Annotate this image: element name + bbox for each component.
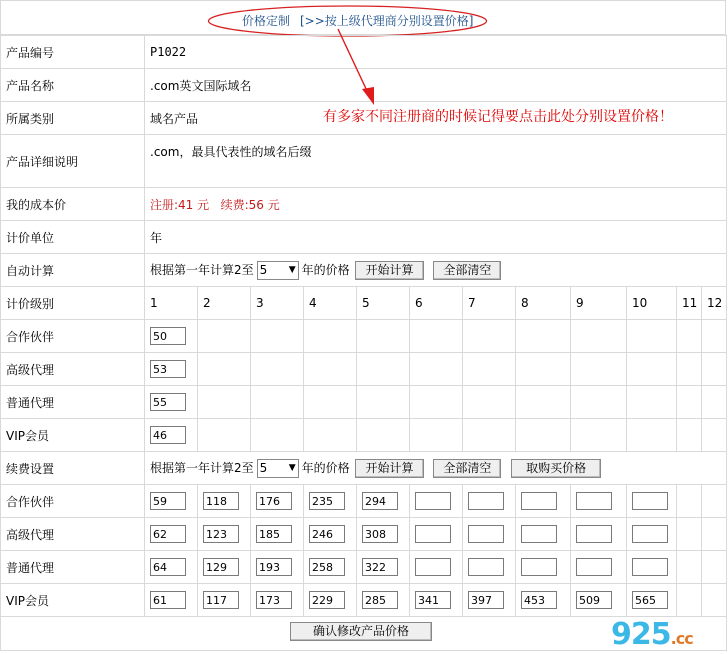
cost-label: 我的成本价 xyxy=(1,188,145,221)
renew-input-senior-1[interactable] xyxy=(150,525,186,543)
reg-row-partner xyxy=(1,320,727,353)
reg-price-input-partner[interactable] xyxy=(150,327,186,345)
renew-input-senior-4[interactable] xyxy=(309,525,345,543)
renew-input-partner-2[interactable] xyxy=(203,492,239,510)
level-col-5: 5 xyxy=(357,287,410,320)
cost-renew: 续费:56 元 xyxy=(220,197,280,212)
renew-input-agent-2[interactable] xyxy=(203,558,239,576)
renew-input-partner-10[interactable] xyxy=(632,492,668,510)
auto-calc-label: 自动计算 xyxy=(1,254,145,287)
reg-cell xyxy=(145,386,198,419)
renew-input-vip-4[interactable] xyxy=(309,591,345,609)
reg-price-input-agent[interactable] xyxy=(150,393,186,411)
reg-row-senior-agent xyxy=(1,353,727,386)
renew-input-senior-8[interactable] xyxy=(521,525,557,543)
renew-input-senior-5[interactable] xyxy=(362,525,398,543)
unit-label: 计价单位 xyxy=(1,221,145,254)
renew-input-vip-9[interactable] xyxy=(576,591,612,609)
renew-input-partner-4[interactable] xyxy=(309,492,345,510)
renew-calc-label: 续费设置 xyxy=(1,452,145,485)
product-name-label: 产品名称 xyxy=(1,69,145,102)
submit-price-button[interactable]: 确认修改产品价格 xyxy=(290,622,432,641)
renew-input-vip-10[interactable] xyxy=(632,591,668,609)
renew-input-vip-8[interactable] xyxy=(521,591,557,609)
renew-row-vip xyxy=(1,584,727,617)
renew-calc-years-value: 5 xyxy=(259,460,268,475)
renew-input-agent-7[interactable] xyxy=(468,558,504,576)
detail-value: .com，最具代表性的域名后缀 xyxy=(145,135,727,188)
auto-calc-clear-button[interactable]: 全部清空 xyxy=(433,261,501,280)
renew-calc-controls xyxy=(145,452,727,485)
watermark-main: 925 xyxy=(611,617,671,652)
level-col-12: 12 xyxy=(702,287,727,320)
cost-register: 注册:41 元 xyxy=(150,197,210,212)
renew-input-agent-4[interactable] xyxy=(309,558,345,576)
renew-buy-price-button[interactable]: 取购买价格 xyxy=(511,459,601,478)
renew-calc-prefix: 根据第一年计算2至 xyxy=(150,460,254,475)
renew-input-senior-3[interactable] xyxy=(256,525,292,543)
renew-input-partner-6[interactable] xyxy=(415,492,451,510)
product-id-label: 产品编号 xyxy=(1,36,145,69)
renew-row-agent xyxy=(1,551,727,584)
auto-calc-start-button[interactable]: 开始计算 xyxy=(355,261,423,280)
row-auto-calc xyxy=(1,254,727,287)
reg-row-label: VIP会员 xyxy=(1,419,145,452)
row-level-header xyxy=(1,287,727,320)
renew-input-agent-9[interactable] xyxy=(576,558,612,576)
renew-input-agent-1[interactable] xyxy=(150,558,186,576)
chevron-down-icon: ▼ xyxy=(288,462,296,473)
reg-row-agent xyxy=(1,386,727,419)
level-col-2: 2 xyxy=(198,287,251,320)
renew-row-label: 合作伙伴 xyxy=(1,485,145,518)
renew-input-partner-3[interactable] xyxy=(256,492,292,510)
renew-input-senior-6[interactable] xyxy=(415,525,451,543)
renew-input-agent-3[interactable] xyxy=(256,558,292,576)
level-header-label: 计价级别 xyxy=(1,287,145,320)
renew-input-partner-5[interactable] xyxy=(362,492,398,510)
renew-input-partner-7[interactable] xyxy=(468,492,504,510)
annotation-note: 有多家不同注册商的时候记得要点击此处分别设置价格！ xyxy=(323,109,673,125)
renew-input-agent-6[interactable] xyxy=(415,558,451,576)
reg-cell xyxy=(145,353,198,386)
auto-calc-prefix: 根据第一年计算2至 xyxy=(150,262,254,277)
row-detail xyxy=(1,135,727,188)
renew-input-partner-1[interactable] xyxy=(150,492,186,510)
auto-calc-controls xyxy=(145,254,727,287)
level-col-3: 3 xyxy=(251,287,304,320)
renew-input-senior-10[interactable] xyxy=(632,525,668,543)
renew-input-vip-2[interactable] xyxy=(203,591,239,609)
level-col-6: 6 xyxy=(410,287,463,320)
price-custom-link[interactable]: 价格定制 xyxy=(242,14,291,28)
renew-input-vip-3[interactable] xyxy=(256,591,292,609)
category-value: 域名产品 xyxy=(145,102,727,135)
product-id-value: P1022 xyxy=(145,36,727,69)
renew-input-vip-5[interactable] xyxy=(362,591,398,609)
auto-calc-years-value: 5 xyxy=(259,262,268,277)
renew-input-vip-7[interactable] xyxy=(468,591,504,609)
arrow-annotation-icon xyxy=(330,27,390,107)
renew-calc-start-button[interactable]: 开始计算 xyxy=(355,459,423,478)
reg-cell xyxy=(145,419,198,452)
renew-row-label: 普通代理 xyxy=(1,551,145,584)
level-col-8: 8 xyxy=(516,287,571,320)
reg-row-vip xyxy=(1,419,727,452)
renew-input-partner-8[interactable] xyxy=(521,492,557,510)
renew-calc-suffix: 年的价格 xyxy=(301,460,350,475)
renew-input-vip-1[interactable] xyxy=(150,591,186,609)
site-watermark-logo xyxy=(611,617,693,652)
reg-row-label: 普通代理 xyxy=(1,386,145,419)
renew-input-senior-9[interactable] xyxy=(576,525,612,543)
reg-cell xyxy=(145,320,198,353)
renew-input-agent-8[interactable] xyxy=(521,558,557,576)
level-col-7: 7 xyxy=(463,287,516,320)
renew-input-senior-7[interactable] xyxy=(468,525,504,543)
renew-row-senior-agent xyxy=(1,518,727,551)
reg-price-input-vip[interactable] xyxy=(150,426,186,444)
reg-price-input-senior-agent[interactable] xyxy=(150,360,186,378)
renew-input-agent-5[interactable] xyxy=(362,558,398,576)
level-col-1: 1 xyxy=(145,287,198,320)
renew-row-partner xyxy=(1,485,727,518)
watermark-suffix: .cc xyxy=(670,629,693,648)
row-cost xyxy=(1,188,727,221)
renew-row-label: VIP会员 xyxy=(1,584,145,617)
renew-input-partner-9[interactable] xyxy=(576,492,612,510)
renew-input-agent-10[interactable] xyxy=(632,558,668,576)
renew-calc-years-select[interactable] xyxy=(257,459,299,478)
category-label: 所属类别 xyxy=(1,102,145,135)
level-col-11: 11 xyxy=(677,287,702,320)
level-col-9: 9 xyxy=(571,287,627,320)
renew-calc-clear-button[interactable]: 全部清空 xyxy=(433,459,501,478)
auto-calc-years-select[interactable] xyxy=(257,261,299,280)
agent-price-link[interactable]: [>>按上级代理商分别设置价格] xyxy=(300,14,474,28)
level-col-10: 10 xyxy=(627,287,677,320)
auto-calc-suffix: 年的价格 xyxy=(301,262,350,277)
reg-row-label: 合作伙伴 xyxy=(1,320,145,353)
price-table xyxy=(0,35,727,651)
level-col-4: 4 xyxy=(304,287,357,320)
renew-row-label: 高级代理 xyxy=(1,518,145,551)
cost-values xyxy=(145,188,727,221)
unit-value: 年 xyxy=(145,221,727,254)
chevron-down-icon: ▼ xyxy=(288,264,296,275)
renew-input-vip-6[interactable] xyxy=(415,591,451,609)
detail-label: 产品详细说明 xyxy=(1,135,145,188)
reg-row-label: 高级代理 xyxy=(1,353,145,386)
row-unit xyxy=(1,221,727,254)
product-name-value: .com英文国际域名 xyxy=(145,69,727,102)
renew-input-senior-2[interactable] xyxy=(203,525,239,543)
row-renew-calc xyxy=(1,452,727,485)
